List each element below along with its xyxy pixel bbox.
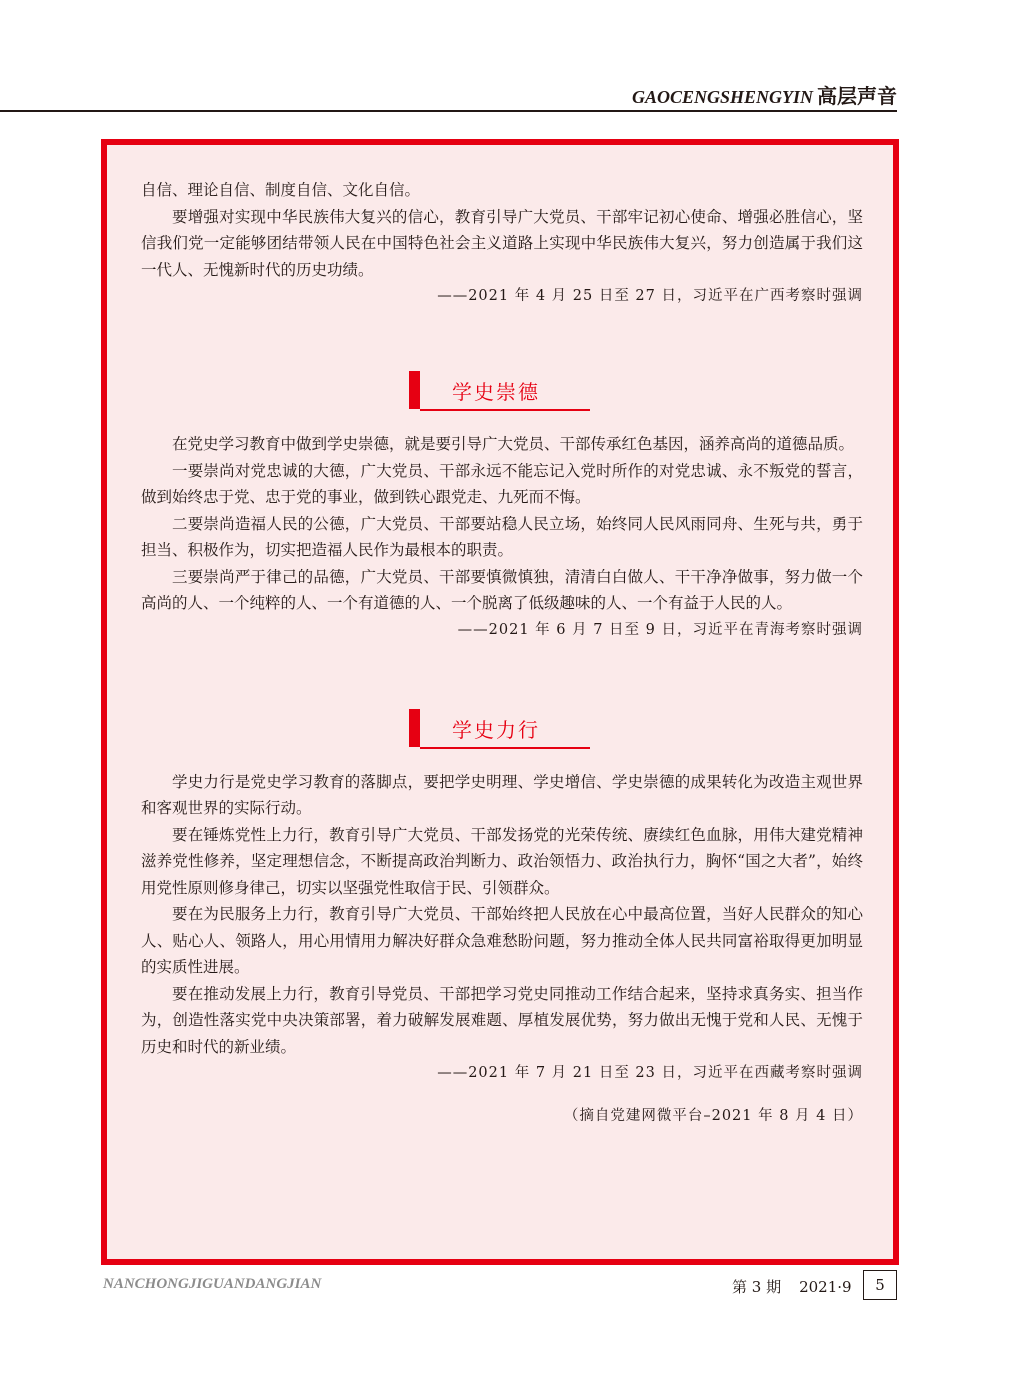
heading-bar-marker	[409, 371, 420, 409]
heading-bar-marker	[409, 709, 420, 747]
article-panel	[101, 139, 899, 1265]
paragraph: 二要崇尚造福人民的公德，广大党员、干部要站稳人民立场，始终同人民风雨同舟、生死与共，勇于担当、积极作为，切实把造福人民作为最根本的职责。	[141, 514, 863, 559]
paragraph: 要增强对实现中华民族伟大复兴的信心，教育引导广大党员、干部牢记初心使命、增强必胜信心，坚信我们党一定能够团结带领人民在中国特色社会主义道路上实现中华民族伟大复兴，努力创造属于我们这一代人、无愧新时代的历史功绩。	[141, 207, 863, 279]
footer-issue-info	[732, 1276, 852, 1297]
source-citation: （摘自党建网微平台–2021 年 8 月 4 日）	[563, 1108, 863, 1124]
heading-underline	[420, 409, 590, 411]
paragraph: 自信、理论自信、制度自信、文化自信。	[141, 181, 421, 199]
heading-underline	[420, 747, 590, 749]
header-rule	[0, 110, 897, 112]
paragraph: 三要崇尚严于律己的品德，广大党员、干部要慎微慎独，清清白白做人、干干净净做事，努力做一个高尚的人、一个纯粹的人、一个有道德的人、一个脱离了低级趣味的人、一个有益于人民的人。	[141, 567, 863, 612]
page-number: 5	[863, 1270, 897, 1300]
section-heading	[409, 709, 599, 749]
footer-magazine-name: NANCHONGJIGUANDANGJIAN	[103, 1276, 322, 1292]
section-title: 学史崇德	[452, 380, 540, 404]
quote-signature: ——2021 年 6 月 7 日至 9 日，习近平在青海考察时强调	[457, 621, 863, 638]
paragraph: 一要崇尚对党忠诚的大德，广大党员、干部永远不能忘记入党时所作的对党忠诚、永不叛党的誓言，做到始终忠于党、忠于党的事业，做到铁心跟党走、九死而不悔。	[141, 461, 863, 506]
article-content	[141, 177, 863, 1125]
section-heading	[409, 371, 599, 411]
footer-date: 2021·9	[799, 1278, 852, 1296]
quote-signature: ——2021 年 7 月 21 日至 23 日，习近平在西藏考察时强调	[437, 1065, 863, 1081]
running-header	[632, 80, 897, 109]
paragraph: 要在为民服务上力行，教育引导广大党员、干部始终把人民放在心中最高位置，当好人民群众的知心人、贴心人、领路人，用心用情用力解决好群众急难愁盼问题，努力推动全体人民共同富裕取得更加明显的实质性进展。	[141, 905, 863, 976]
section-title: 学史力行	[452, 717, 540, 742]
header-title-cn: 高层声音	[817, 86, 897, 108]
paragraph: 要在锤炼党性上力行，教育引导广大党员、干部发扬党的光荣传统、赓续红色血脉，用伟大建党精神滋养党性修养，坚定理想信念，不断提高政治判断力、政治领悟力、政治执行力，胸怀“国之大者”，始终用党性原则修身律己，切实以坚强党性取信于民、引领群众。	[141, 825, 863, 897]
paragraph: 学史力行是党史学习教育的落脚点，要把学史明理、学史增信、学史崇德的成果转化为改造主观世界和客观世界的实际行动。	[141, 772, 863, 817]
footer-issue: 第 3 期	[732, 1278, 782, 1296]
header-title-en: GAOCENGSHENGYIN	[631, 87, 813, 107]
paragraph: 要在推动发展上力行，教育引导党员、干部把学习党史同推动工作结合起来，坚持求真务实、担当作为，创造性落实党中央决策部署，着力破解发展难题、厚植发展优势，努力做出无愧于党和人民、无愧于历史和时代的新业绩。	[141, 984, 863, 1056]
quote-signature: ——2021 年 4 月 25 日至 27 日，习近平在广西考察时强调	[437, 288, 863, 304]
paragraph: 在党史学习教育中做到学史崇德，就是要引导广大党员、干部传承红色基因，涵养高尚的道德品质。	[172, 435, 855, 453]
